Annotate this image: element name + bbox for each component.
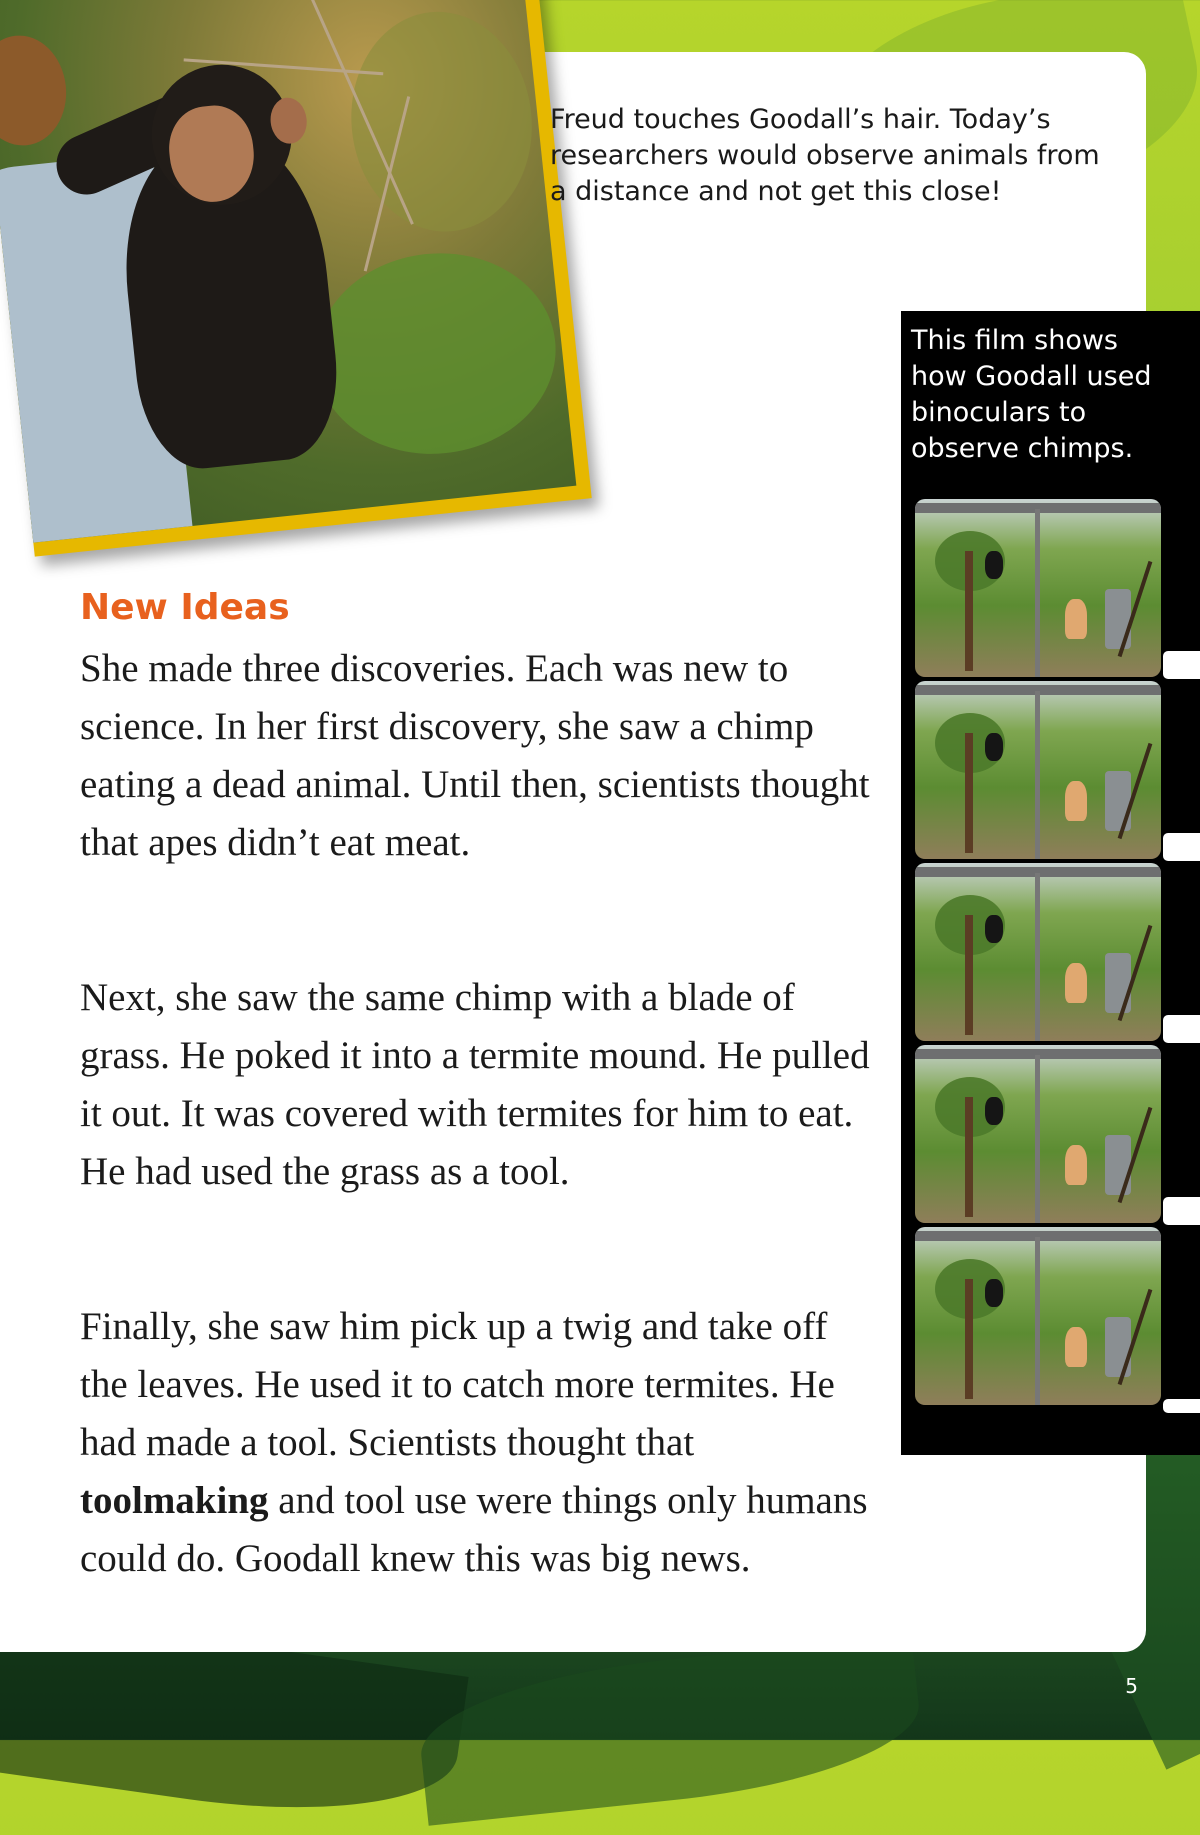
chimp-in-tree [985, 915, 1003, 943]
tree [935, 703, 1005, 843]
tree-trunk [965, 1097, 973, 1217]
chimp-in-tree [985, 551, 1003, 579]
film-frame [915, 499, 1161, 677]
shelter-pole [1035, 509, 1040, 677]
goodall-with-binoculars [1065, 781, 1087, 821]
tree [935, 521, 1005, 661]
tree [935, 1249, 1005, 1389]
page-number: 5 [1125, 1674, 1138, 1698]
background-leaf [414, 1634, 926, 1825]
body-paragraph [80, 1298, 880, 1588]
shelter-pole [1035, 691, 1040, 859]
shelter-pole [1035, 1237, 1040, 1405]
film-frame [915, 681, 1161, 859]
foliage [306, 242, 566, 466]
glossary-term: toolmaking [80, 1479, 269, 1522]
barrel [1105, 1317, 1131, 1377]
photo-frame [0, 0, 592, 557]
film-sprocket-hole [1163, 1015, 1200, 1043]
goodall-with-binoculars [1065, 1327, 1087, 1367]
film-frame [915, 863, 1161, 1041]
body-paragraph: Next, she saw the same chimp with a blade of grass. He poked it into a termite mound. He pulled it out. It was covered with termites for him to eat. He had used the grass as a tool. [80, 976, 870, 1193]
body-paragraph: She made three discoveries. Each was new to science. In her first discovery, she saw a chimp eating a dead animal. Until then, scientists thought that apes didn’t eat meat. [80, 647, 870, 864]
film-caption: This film shows how Goodall used binoculars to observe chimps. [911, 325, 1152, 464]
film-sprocket-hole [1163, 1399, 1200, 1413]
tree [935, 885, 1005, 1025]
barrel [1105, 953, 1131, 1013]
chimp-photo-icon [0, 0, 576, 543]
section-heading: New Ideas [80, 587, 290, 628]
film-strip [901, 495, 1200, 1455]
goodall-with-binoculars [1065, 963, 1087, 1003]
film-sprocket-hole [1163, 651, 1200, 679]
tree-trunk [965, 1279, 973, 1399]
chimp-in-tree [985, 733, 1003, 761]
film-sprocket-hole [1163, 833, 1200, 861]
chimp-in-tree [985, 1097, 1003, 1125]
photo-caption: Freud touches Goodall’s hair. Today’s researchers would observe animals from a distance and not get this close! [550, 104, 1100, 207]
chimp-in-tree [985, 1279, 1003, 1307]
film-sprocket-hole [1163, 1197, 1200, 1225]
paragraph-text: and tool use were things only humans could do. Goodall knew this was big news. [80, 1479, 868, 1580]
shelter-pole [1035, 873, 1040, 1041]
tree-trunk [965, 733, 973, 853]
goodall-with-binoculars [1065, 1145, 1087, 1185]
tree [935, 1067, 1005, 1207]
shelter-pole [1035, 1055, 1040, 1223]
barrel [1105, 589, 1131, 649]
foliage [341, 3, 543, 241]
tree-trunk [965, 915, 973, 1035]
film-caption-box [901, 311, 1200, 495]
person-hair [0, 31, 72, 150]
film-frame [915, 1045, 1161, 1223]
film-frame [915, 1227, 1161, 1405]
barrel [1105, 771, 1131, 831]
paragraph-text: Finally, she saw him pick up a twig and take off the leaves. He used it to catch more termites. He had made a tool. Scientists thought that [80, 1305, 835, 1464]
goodall-with-binoculars [1065, 599, 1087, 639]
tree-trunk [965, 551, 973, 671]
barrel [1105, 1135, 1131, 1195]
